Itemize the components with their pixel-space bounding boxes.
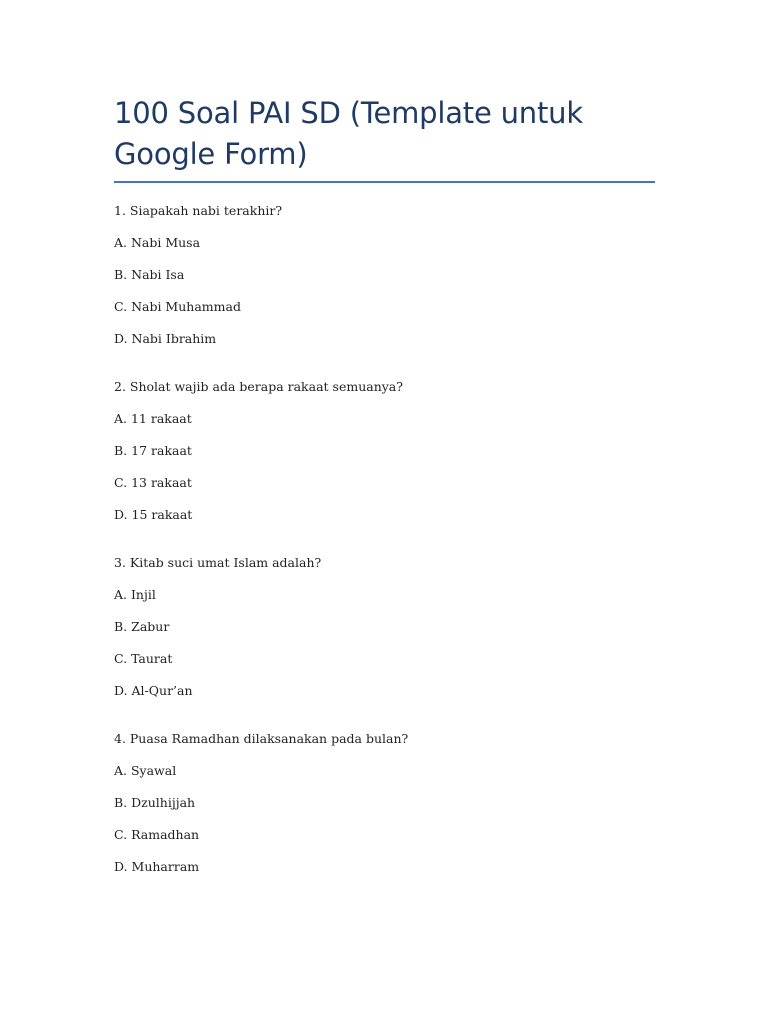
answer-option: C. Ramadhan: [114, 827, 200, 842]
question-list: [114, 203, 655, 875]
answer-option: B. Zabur: [114, 619, 170, 634]
document-page: [114, 93, 655, 907]
answer-option: A. Injil: [114, 587, 156, 602]
answer-option: C. Taurat: [114, 651, 173, 666]
question-item: [114, 379, 655, 523]
question-text: 3. Kitab suci umat Islam adalah?: [114, 555, 322, 570]
answer-option: A. Nabi Musa: [114, 235, 201, 250]
question-text: 1. Siapakah nabi terakhir?: [114, 203, 283, 218]
document-title: 100 Soal PAI SD (Template untuk Google Form): [114, 96, 583, 171]
answer-option: B. 17 rakaat: [114, 443, 192, 458]
answer-option: A. 11 rakaat: [114, 411, 192, 426]
answer-option: B. Nabi Isa: [114, 267, 185, 282]
question-text: 2. Sholat wajib ada berapa rakaat semuanya?: [114, 379, 403, 394]
answer-option: D. Muharram: [114, 859, 200, 874]
answer-option: C. 13 rakaat: [114, 475, 192, 490]
question-text: 4. Puasa Ramadhan dilaksanakan pada bulan?: [114, 731, 409, 746]
answer-option: D. 15 rakaat: [114, 507, 193, 522]
answer-option: D. Al-Qur’an: [114, 683, 193, 698]
question-item: [114, 203, 655, 347]
title-divider: [114, 181, 655, 183]
question-item: [114, 555, 655, 699]
answer-option: D. Nabi Ibrahim: [114, 331, 217, 346]
answer-option: A. Syawal: [114, 763, 177, 778]
answer-option: B. Dzulhijjah: [114, 795, 196, 810]
question-item: [114, 731, 655, 875]
answer-option: C. Nabi Muhammad: [114, 299, 241, 314]
